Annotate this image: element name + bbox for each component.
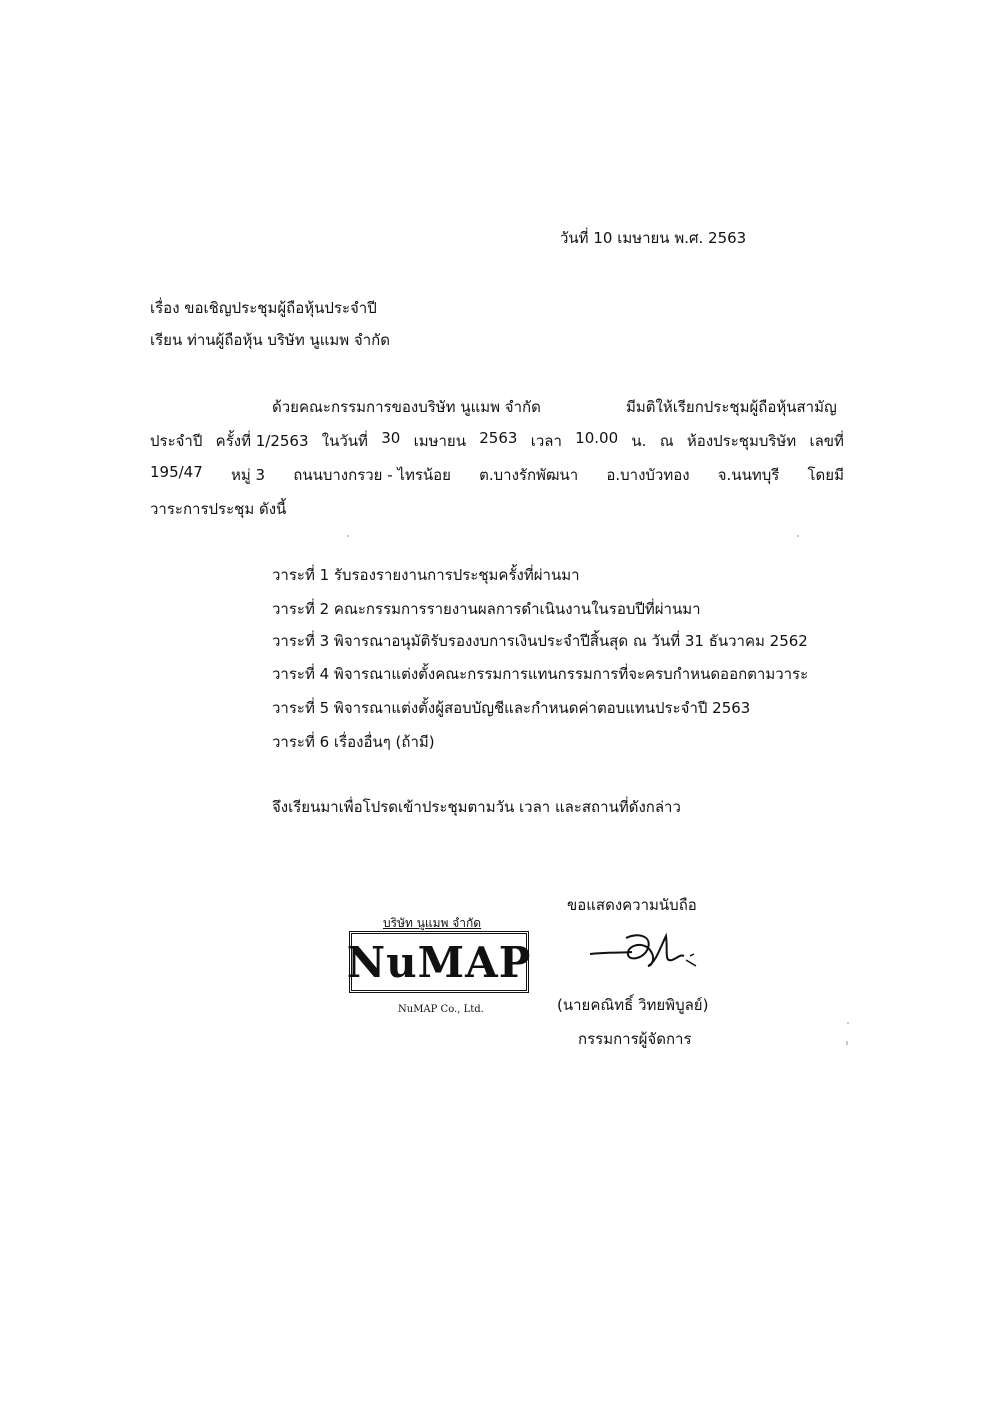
body-word: เวลา [530,432,562,450]
agenda-item-2: วาระที่ 2 คณะกรรมการรายงานผลการดำเนินงานในรอบปีที่ผ่านมา [272,600,701,618]
letter-greeting: เรียน ท่านผู้ถือหุ้น บริษัท นูแมพ จำกัด [150,331,390,349]
letter-date: วันที่ 10 เมษายน พ.ศ. 2563 [560,229,747,247]
body-word: เลขที่ [809,432,844,450]
signer-position: กรรมการผู้จัดการ [578,1030,692,1048]
body-word: เมษายน [413,432,466,450]
body-word: 10.00 [575,429,619,447]
scan-speck [797,535,799,537]
body-line-1a: ด้วยคณะกรรมการของบริษัท นูแมพ จำกัด [272,398,541,416]
body-word: 30 [381,429,401,447]
signature-icon [586,922,706,984]
body-line-1b: มีมติให้เรียกประชุมผู้ถือหุ้นสามัญ [626,398,837,416]
body-word: หมู่ 3 [230,466,266,484]
body-word: ประจำปี [150,432,203,450]
agenda-item-5: วาระที่ 5 พิจารณาแต่งตั้งผู้สอบบัญชีและกำหนดค่าตอบแทนประจำปี 2563 [272,699,751,717]
closing-sentence: จึงเรียนมาเพื่อโปรดเข้าประชุมตามวัน เวลา และสถานที่ดังกล่าว [272,798,681,816]
scan-speck [846,1041,848,1045]
regards-text: ขอแสดงความนับถือ [567,896,697,914]
scan-speck [347,535,349,537]
body-line-4: วาระการประชุม ดังนี้ [150,500,287,518]
agenda-item-1: วาระที่ 1 รับรองรายงานการประชุมครั้งที่ผ่านมา [272,566,580,584]
body-line-2 [150,429,844,453]
body-word: น. [631,432,647,450]
body-word: ถนนบางกรวย - ไทรน้อย [293,466,451,484]
agenda-item-4: วาระที่ 4 พิจารณาแต่งตั้งคณะกรรมการแทนกรรมการที่จะครบกำหนดออกตามวาระ [272,665,809,683]
agenda-item-6: วาระที่ 6 เรื่องอื่นๆ (ถ้ามี) [272,733,435,751]
body-word: โดยมี [807,466,844,484]
body-word: อ.บางบัวทอง [606,466,690,484]
body-word: ต.บางรักพัฒนา [479,466,579,484]
body-word: จ.นนทบุรี [717,466,780,484]
body-word: ในวันที่ [321,432,368,450]
body-word: ครั้งที่ 1/2563 [215,432,309,450]
letter-subject: เรื่อง ขอเชิญประชุมผู้ถือหุ้นประจำปี [150,299,377,317]
body-line-3 [150,463,844,487]
company-logo-stamp: NuMAP [349,931,529,993]
body-word: ห้องประชุมบริษัท [686,432,797,450]
body-word: ณ [659,432,674,450]
stamp-company-thai: บริษัท นูแมพ จำกัด [383,916,482,930]
signer-name: (นายคณิทธิ์ วิทยพิบูลย์) [557,996,709,1014]
stamp-company-english: NuMAP Co., Ltd. [398,1004,484,1015]
body-word: 2563 [479,429,518,447]
scan-speck [847,1022,849,1024]
body-word: 195/47 [150,463,203,481]
agenda-item-3: วาระที่ 3 พิจารณาอนุมัติรับรองงบการเงินประจำปีสิ้นสุด ณ วันที่ 31 ธันวาคม 2562 [272,632,808,650]
